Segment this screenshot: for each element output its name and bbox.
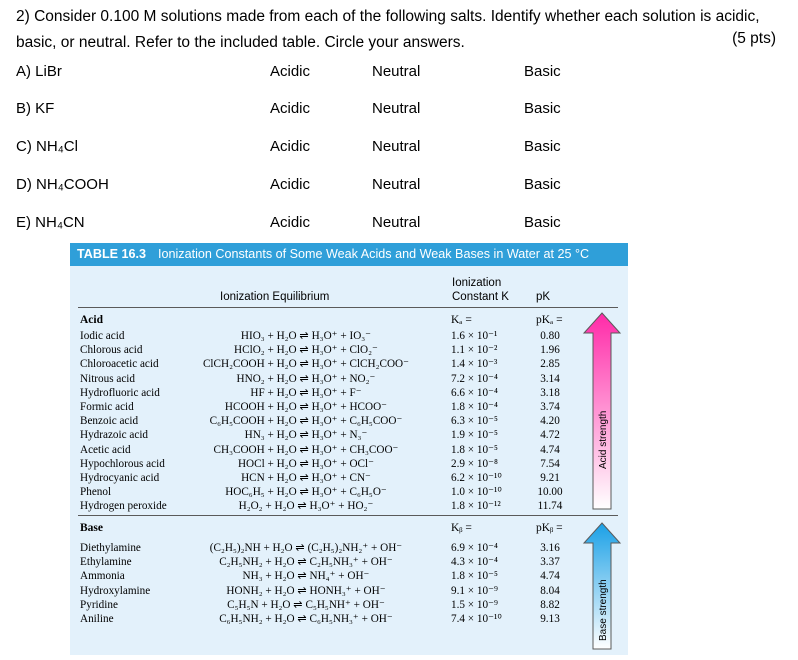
compound-name: Hydroxylamine (80, 584, 151, 597)
answer-row (0, 176, 798, 198)
pk-value: 4.72 (540, 429, 560, 442)
salt-label: E) NH₄CN (16, 214, 85, 231)
ionization-equation: C₆H₅NH₂ + H₂O ⇌ C₆H₅NH₃⁺ + OH⁻ (219, 613, 393, 625)
compound-name: Phenol (80, 486, 112, 499)
table-row (70, 414, 628, 428)
table-row (70, 457, 628, 471)
neutral-choice[interactable]: Neutral (372, 176, 421, 193)
pk-value: 1.96 (540, 344, 560, 357)
acidic-choice[interactable]: Acidic (270, 214, 311, 231)
pk-value: 3.37 (540, 556, 560, 569)
table-row (70, 555, 628, 569)
compound-name: Formic acid (80, 401, 134, 413)
compound-name: Pyridine (80, 598, 118, 611)
pk-value: 3.16 (540, 542, 560, 554)
section-divider (78, 515, 618, 516)
acidic-choice[interactable]: Acidic (270, 63, 311, 80)
table-number: TABLE 16.3 (77, 247, 147, 261)
table-row (70, 569, 628, 583)
table-row (70, 428, 628, 442)
pk-value: 11.74 (537, 500, 563, 513)
ionization-constant: 1.8 × 10⁻⁴ (451, 401, 498, 413)
acid-k-header: Kₐ = (451, 314, 472, 326)
ionization-equation: HOCl + H₂O ⇌ H₃O⁺ + OCl⁻ (237, 457, 375, 470)
compound-name: Hydrazoic acid (80, 429, 149, 442)
ionization-constant: 6.9 × 10⁻⁴ (451, 542, 498, 554)
col-header-pk: pK (536, 291, 551, 303)
answer-row (0, 214, 798, 236)
salt-label: A) LiBr (16, 63, 62, 80)
col-header-constant-2: Constant K (452, 291, 509, 303)
pk-value: 7.54 (540, 457, 560, 470)
pk-value: 8.04 (540, 584, 560, 597)
neutral-choice[interactable]: Neutral (372, 138, 421, 155)
table-row (70, 329, 628, 343)
acid-section-header: Acid (80, 314, 103, 326)
ionization-equation: HF + H₂O ⇌ H₃O⁺ + F⁻ (250, 386, 362, 399)
pk-value: 2.85 (540, 358, 560, 371)
table-title-bar (70, 243, 628, 266)
base-section-header: Base (80, 522, 103, 534)
pk-value: 3.18 (540, 386, 560, 399)
ionization-equation: HN₃ + H₂O ⇌ H₃O⁺ + N₃⁻ (244, 429, 368, 442)
compound-name: Ethylamine (80, 556, 132, 569)
ionization-constant: 6.6 × 10⁻⁴ (451, 386, 498, 399)
basic-choice[interactable]: Basic (524, 63, 561, 80)
neutral-choice[interactable]: Neutral (372, 100, 421, 117)
pk-value: 4.20 (540, 415, 560, 428)
ionization-table (70, 243, 628, 655)
table-title: Ionization Constants of Some Weak Acids and Weak Bases in Water at 25 °C (158, 247, 590, 261)
pk-value: 3.74 (540, 401, 560, 413)
acid-strength-label: Acid strength (598, 410, 609, 469)
table-row (70, 443, 628, 457)
ionization-constant: 7.2 × 10⁻⁴ (451, 372, 498, 385)
neutral-choice[interactable]: Neutral (372, 214, 421, 231)
ionization-equation: C₂H₅NH₂ + H₂O ⇌ C₂H₅NH₃⁺ + OH⁻ (219, 556, 393, 569)
ionization-constant: 1.9 × 10⁻⁵ (451, 429, 498, 442)
ionization-constant: 1.8 × 10⁻⁵ (451, 570, 498, 583)
basic-choice[interactable]: Basic (524, 214, 561, 231)
ionization-constant: 1.8 × 10⁻⁵ (451, 443, 498, 456)
acidic-choice[interactable]: Acidic (270, 176, 311, 193)
ionization-equation: CH₃COOH + H₂O ⇌ H₃O⁺ + CH₃COO⁻ (213, 443, 399, 456)
question-text (16, 4, 786, 56)
answer-row (0, 138, 798, 160)
ionization-equation: H₂O₂ + H₂O ⇌ H₃O⁺ + HO₂⁻ (238, 500, 374, 513)
answer-row (0, 100, 798, 122)
ionization-constant: 6.2 × 10⁻¹⁰ (451, 472, 502, 484)
compound-name: Chloroacetic acid (80, 358, 159, 371)
compound-name: Hydrocyanic acid (80, 472, 160, 484)
acidic-choice[interactable]: Acidic (270, 138, 311, 155)
ionization-constant: 1.8 × 10⁻¹² (451, 500, 501, 513)
pk-value: 8.82 (540, 598, 560, 611)
ionization-equation: C₅H₅N + H₂O ⇌ C₅H₅NH⁺ + OH⁻ (227, 598, 385, 611)
salt-label: C) NH₄Cl (16, 138, 78, 155)
compound-name: Chlorous acid (80, 344, 143, 357)
compound-name: Diethylamine (80, 542, 141, 554)
compound-name: Iodic acid (80, 330, 125, 342)
pk-value: 0.80 (540, 330, 560, 342)
ionization-constant: 1.5 × 10⁻⁹ (451, 598, 498, 611)
acidic-choice[interactable]: Acidic (270, 100, 311, 117)
ionization-constant: 4.3 × 10⁻⁴ (451, 556, 498, 569)
basic-choice[interactable]: Basic (524, 176, 561, 193)
compound-name: Benzoic acid (80, 415, 139, 428)
table-row (70, 386, 628, 400)
ionization-constant: 1.4 × 10⁻³ (451, 358, 498, 371)
ionization-equation: HNO₂ + H₂O ⇌ H₃O⁺ + NO₂⁻ (236, 372, 376, 385)
question-line-1: 2) Consider 0.100 M solutions made from each of the following salts. Identify whether each solution is acidic, (16, 8, 760, 25)
col-header-constant-1: Ionization (452, 277, 502, 289)
ionization-constant: 7.4 × 10⁻¹⁰ (451, 613, 502, 625)
pk-value: 4.74 (540, 443, 560, 456)
table-row (70, 343, 628, 357)
basic-choice[interactable]: Basic (524, 138, 561, 155)
pk-value: 9.13 (540, 613, 560, 625)
neutral-choice[interactable]: Neutral (372, 63, 421, 80)
acid-pk-header: pKₐ = (536, 314, 563, 326)
ionization-equation: (C₂H₅)₂NH + H₂O ⇌ (C₂H₅)₂NH₂⁺ + OH⁻ (209, 542, 403, 554)
pk-value: 9.21 (540, 472, 560, 484)
compound-name: Hydrogen peroxide (80, 500, 167, 513)
table-row (70, 471, 628, 485)
table-row (70, 598, 628, 612)
ionization-constant: 2.9 × 10⁻⁸ (451, 457, 498, 470)
ionization-equation: HOC₆H₅ + H₂O ⇌ H₃O⁺ + C₆H₅O⁻ (225, 486, 387, 499)
pk-value: 4.74 (540, 570, 560, 583)
ionization-constant: 1.1 × 10⁻² (451, 344, 498, 357)
base-strength-label: Base strength (598, 579, 609, 641)
ionization-equation: HONH₂ + H₂O ⇌ HONH₃⁺ + OH⁻ (226, 584, 386, 597)
base-strength-arrow (582, 521, 622, 651)
pk-value: 10.00 (537, 486, 563, 499)
compound-name: Nitrous acid (80, 372, 135, 385)
col-header-equilibrium: Ionization Equilibrium (220, 291, 330, 303)
pk-value: 3.14 (540, 372, 560, 385)
salt-label: D) NH₄COOH (16, 176, 109, 193)
answer-row (0, 63, 798, 85)
compound-name: Hydrofluoric acid (80, 386, 160, 399)
ionization-equation: HIO₃ + H₂O ⇌ H₃O⁺ + IO₃⁻ (240, 330, 372, 342)
ionization-equation: ClCH₂COOH + H₂O ⇌ H₃O⁺ + ClCH₂COO⁻ (202, 358, 410, 371)
acid-strength-arrow (582, 311, 622, 511)
ionization-equation: HClO₂ + H₂O ⇌ H₃O⁺ + ClO₂⁻ (234, 344, 378, 357)
compound-name: Aniline (80, 613, 114, 625)
ionization-equation: NH₃ + H₂O ⇌ NH₄⁺ + OH⁻ (242, 570, 370, 583)
ionization-constant: 1.6 × 10⁻¹ (451, 330, 498, 342)
base-k-header: Kᵦ = (451, 522, 472, 534)
question-line-2: basic, or neutral. Refer to the included table. Circle your answers. (16, 34, 465, 51)
ionization-equation: C₆H₅COOH + H₂O ⇌ H₃O⁺ + C₆H₅COO⁻ (209, 415, 403, 428)
table-row (70, 372, 628, 386)
base-pk-header: pKᵦ = (536, 522, 563, 534)
table-row (70, 541, 628, 555)
ionization-constant: 9.1 × 10⁻⁹ (451, 584, 498, 597)
points-label: (5 pts) (732, 30, 776, 47)
table-row (70, 499, 628, 513)
table-row (70, 485, 628, 499)
compound-name: Hypochlorous acid (80, 457, 165, 470)
salt-label: B) KF (16, 100, 55, 117)
compound-name: Acetic acid (80, 443, 131, 456)
ionization-constant: 6.3 × 10⁻⁵ (451, 415, 498, 428)
ionization-equation: HCOOH + H₂O ⇌ H₃O⁺ + HCOO⁻ (224, 401, 388, 413)
ionization-constant: 1.0 × 10⁻¹⁰ (451, 486, 502, 499)
compound-name: Ammonia (80, 570, 125, 583)
table-row (70, 612, 628, 626)
ionization-equation: HCN + H₂O ⇌ H₃O⁺ + CN⁻ (241, 472, 371, 484)
table-row (70, 584, 628, 598)
basic-choice[interactable]: Basic (524, 100, 561, 117)
table-row (70, 400, 628, 414)
table-row (70, 357, 628, 371)
header-divider (78, 307, 618, 308)
